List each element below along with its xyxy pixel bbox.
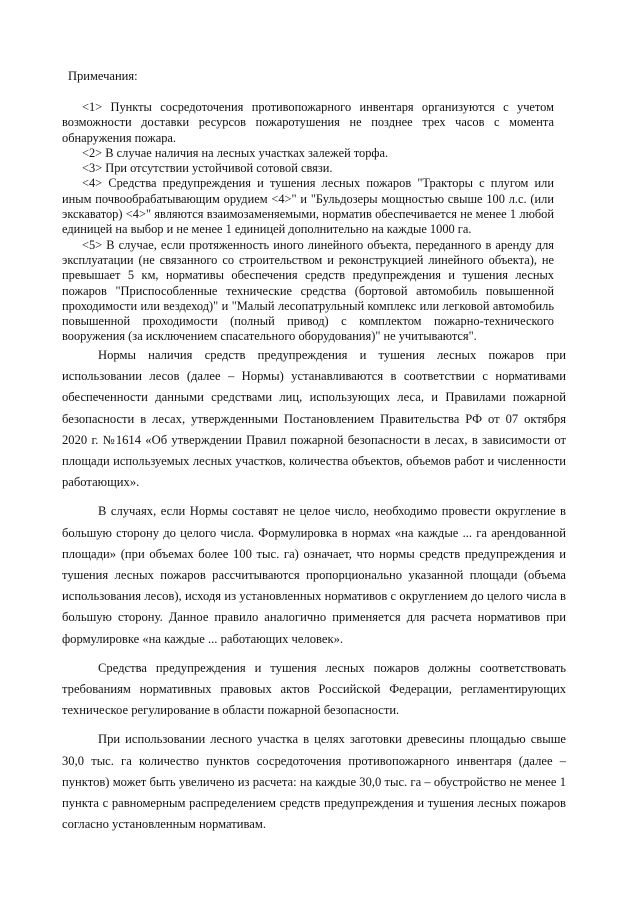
body-paragraph-rounding: В случаях, если Нормы составят не целое число, необходимо провести округление в большую сторону до целого числа. Формулировка в нормах «на каждые ... га арендованной площади» (при объемах более 100 тыс. га) означает, что нормы средств предупреждения и тушения лесных пожаров рассчитываются пропорционально указанной площади (объема использования лесов), исходя из установленных нормативов с округлением до целого числа в большую сторону. Данное правило аналогично применяется для расчета нормативов при формулировке «на каждые ... работающих человек».: [62, 504, 566, 646]
body-text: [62, 345, 566, 843]
note-item-3: <3> При отсутствии устойчивой сотовой связи.: [82, 161, 333, 176]
body-paragraph-requirements: Средства предупреждения и тушения лесных пожаров должны соответствовать требованиям нормативных правовых актов Российской Федерации, регламентирующих техническое регулирование в области пожарной безопасности.: [62, 660, 566, 718]
body-paragraph-points: При использовании лесного участка в целях заготовки древесины площадью свыше 30,0 тыс. га количество пунктов сосредоточения противопожарного инвентаря (далее – пунктов) может быть увеличено из расчета: на каждые 30,0 тыс. га – обустройство не менее 1 пункта с равномерным распределением средств предупреждения и тушения лесных пожаров согласно установленным нормативам.: [62, 732, 566, 832]
note-item-4: <4> Средства предупреждения и тушения лесных пожаров "Тракторы с плугом или иным почвообрабатывающим орудием <4>" и "Бульдозеры мощностью свыше 100 л.с. (или экскаватор) <4>" являются взаимозаменяемыми, норматив обеспечивается не менее 1 любой единицей на выбор и не менее 1 единицей дополнительно на каждые 1000 га.: [62, 176, 554, 237]
note-item-1: <1> Пункты сосредоточения противопожарного инвентаря организуются с учетом возможности доставки ресурсов пожаротушения не позднее трех часов с момента обнаружения пожара.: [62, 100, 554, 145]
notes-heading: Примечания:: [68, 69, 138, 83]
notes-list: [62, 100, 554, 345]
note-item-2: <2> В случае наличия на лесных участках залежей торфа.: [82, 145, 389, 160]
body-paragraph-norms: Нормы наличия средств предупреждения и тушения лесных пожаров при использовании лесов (далее – Нормы) устанавливаются в соответствии с нормативами обеспеченности данными средствами лиц, использующих леса, и Правилами пожарной безопасности в лесах, утвержденными Постановлением Правительства РФ от 07 октября 2020 г. №1614 «Об утверждении Правил пожарной безопасности в лесах, в зависимости от площади используемых лесных участков, количества объектов, объемов работ и численности работающих».: [62, 348, 566, 490]
note-item-5: <5> В случае, если протяженность иного линейного объекта, переданного в аренду для эксплуатации (не связанного со строительством и реконструкцией линейного объекта), не превышает 5 км, нормативы обеспечения средств предупреждения и тушения лесных пожаров "Приспособленные технические средства (бортовой автомобиль повышенной проходимости или вездеход)" и "Малый лесопатрульный комплекс или легковой автомобиль повышенной проходимости (полный привод) с комплектом пожарно-технического вооружения (за исключением спасательного оборудования)" не учитываются".: [62, 237, 554, 344]
